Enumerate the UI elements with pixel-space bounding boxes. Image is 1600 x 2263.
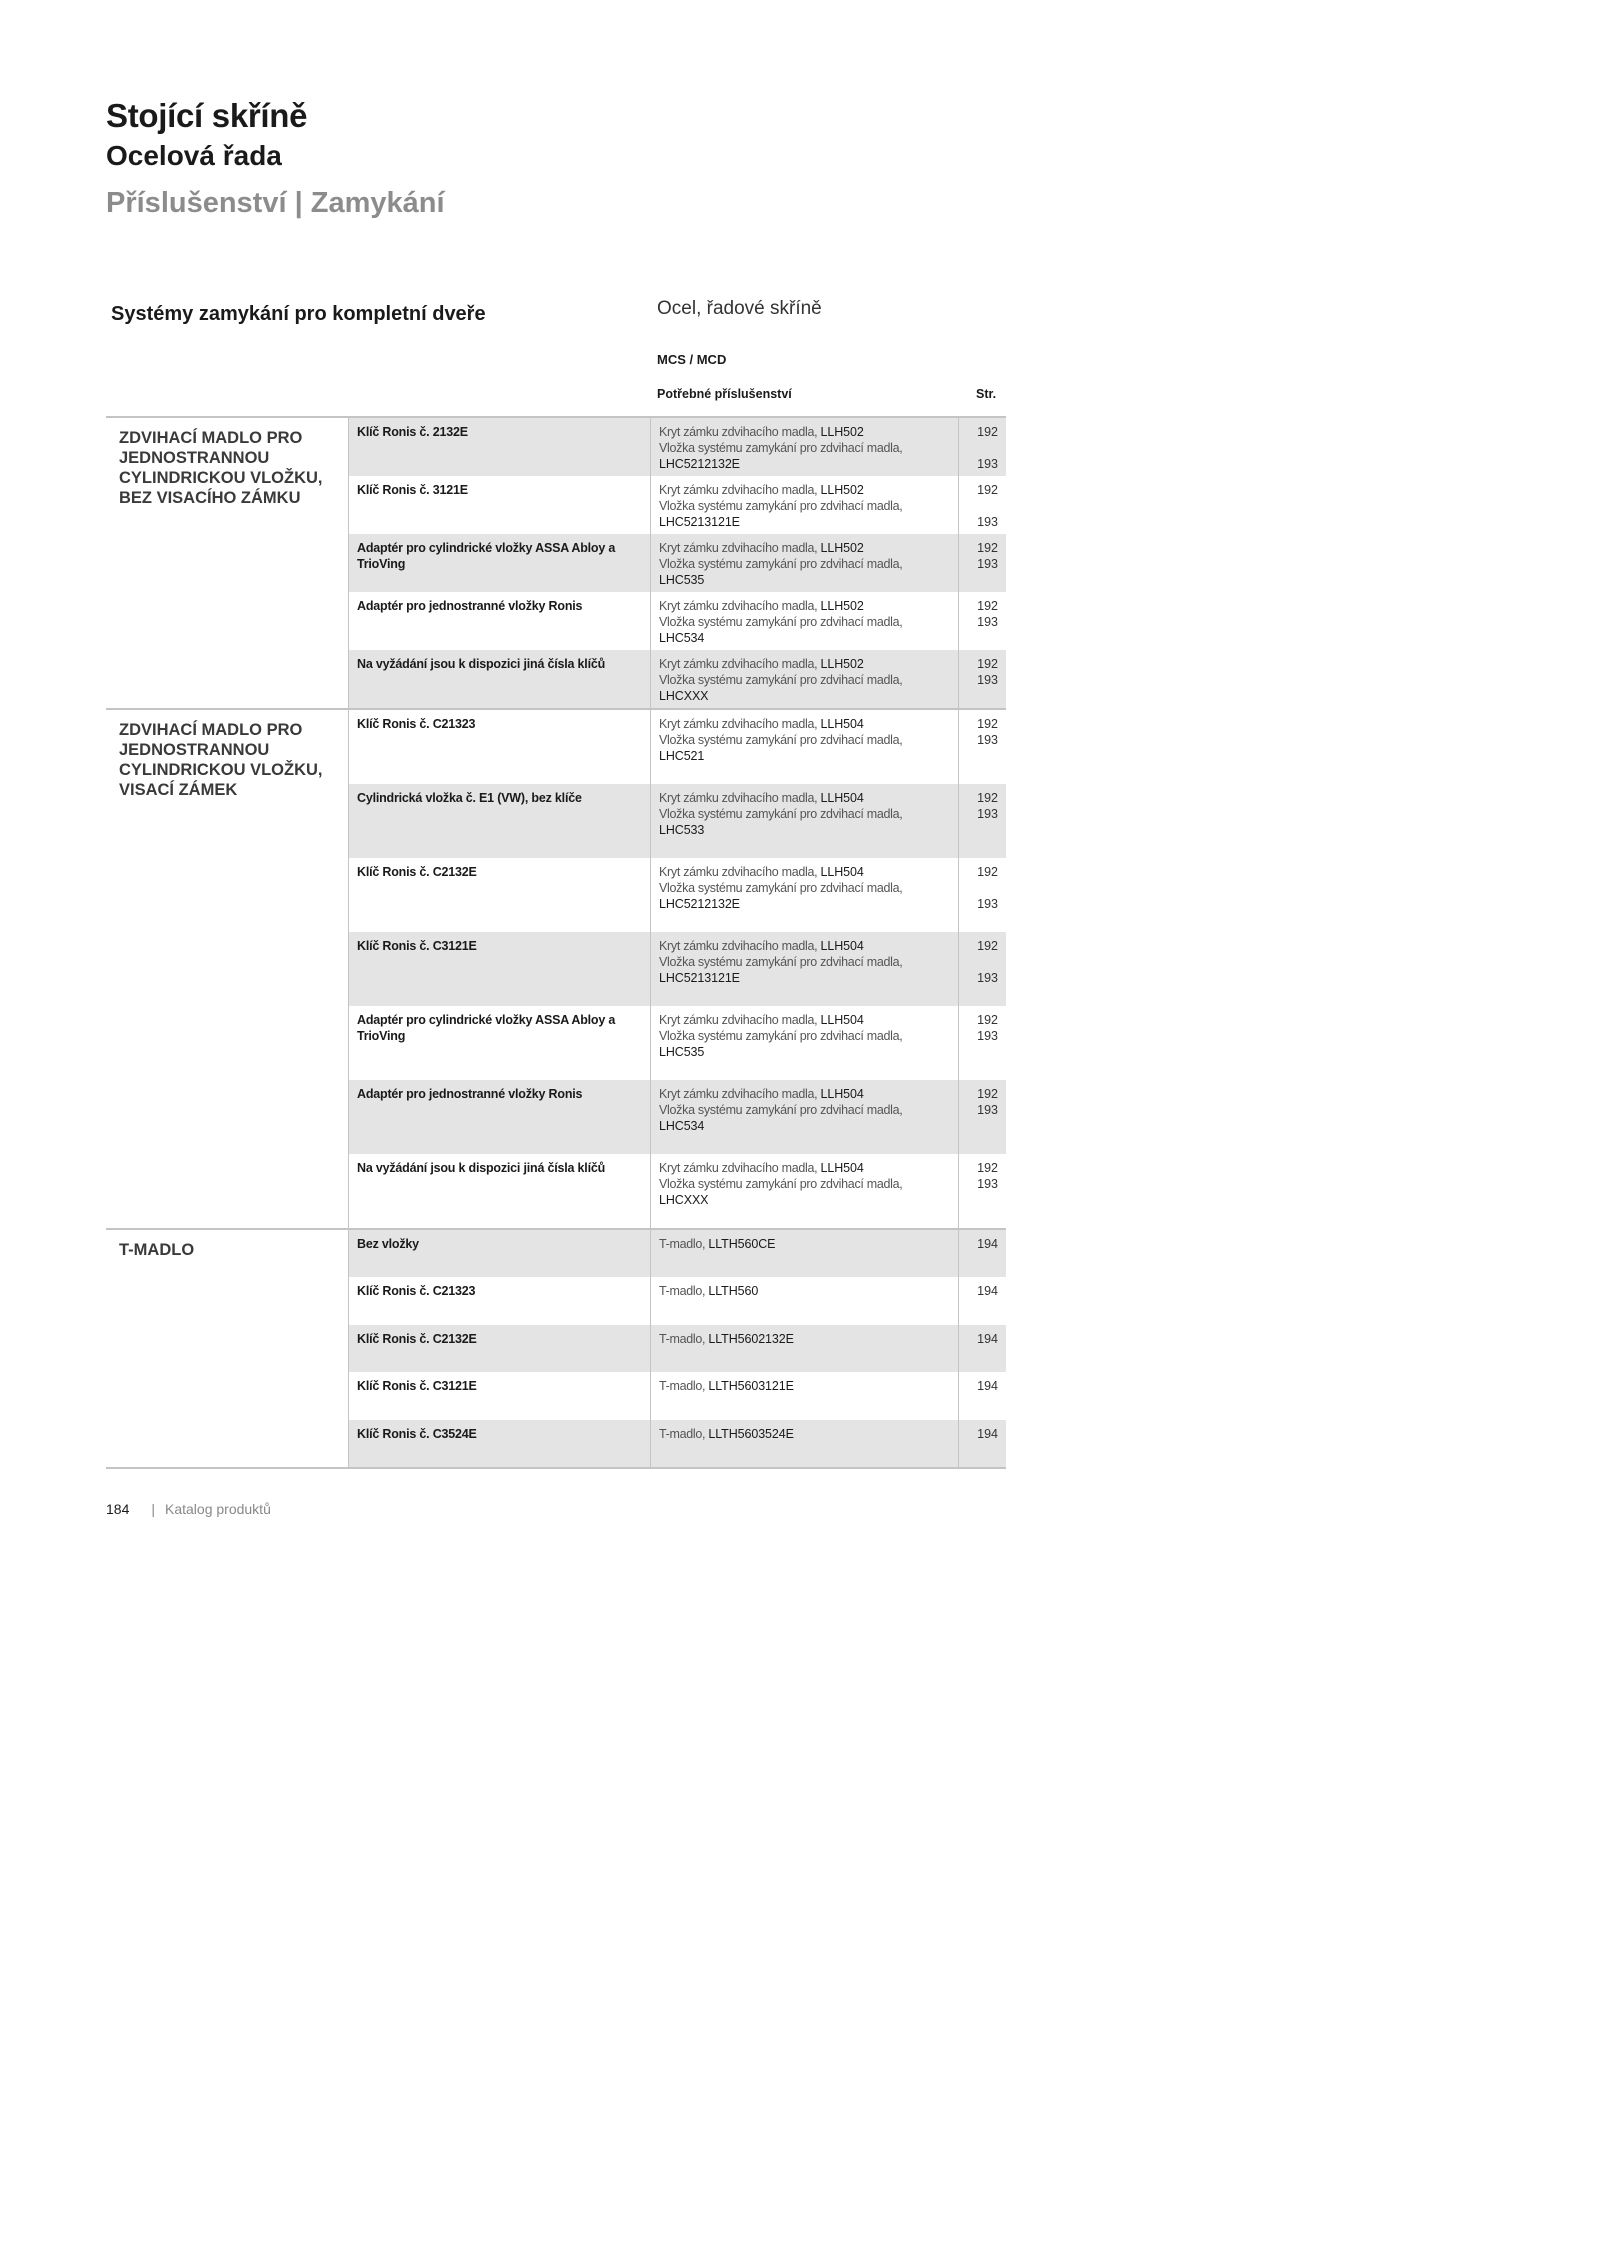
footer-separator: | xyxy=(151,1501,155,1517)
page-ref: 192 xyxy=(977,657,998,671)
accessory-description: Kryt zámku zdvihacího madla, xyxy=(659,939,821,953)
accessory-cell xyxy=(650,1325,958,1372)
item-cell: Bez vložky xyxy=(357,1237,419,1251)
accessory-line xyxy=(659,540,950,556)
accessory-description: Vložka systému zamykání pro zdvihací madla, xyxy=(659,955,903,969)
accessory-description: Vložka systému zamykání pro zdvihací madla, xyxy=(659,881,903,895)
item-cell: Klíč Ronis č. 2132E xyxy=(357,425,468,439)
accessory-line xyxy=(659,790,950,806)
accessory-cell xyxy=(650,932,958,1006)
table-row xyxy=(349,1080,1006,1154)
item-cell: Adaptér pro jednostranné vložky Ronis xyxy=(357,599,583,613)
page-ref: 193 xyxy=(977,557,998,571)
item-cell: Adaptér pro cylindrické vložky ASSA Abloy a TrioVing xyxy=(357,541,616,571)
group-label: T-MADLO xyxy=(119,1241,195,1259)
accessory-description: Vložka systému zamykání pro zdvihací madla, xyxy=(659,1029,903,1043)
accessory-line xyxy=(659,424,950,440)
table-row xyxy=(349,534,1006,592)
accessory-line xyxy=(659,938,950,954)
accessory-description: Kryt zámku zdvihacího madla, xyxy=(659,425,821,439)
item-cell: Cylindrická vložka č. E1 (VW), bez klíče xyxy=(357,791,582,805)
table-row xyxy=(349,710,1006,784)
accessory-description: Vložka systému zamykání pro zdvihací madla, xyxy=(659,807,903,821)
accessory-description: Vložka systému zamykání pro zdvihací madla, xyxy=(659,441,903,455)
product-code: LHC5212132E xyxy=(659,897,740,911)
accessory-line xyxy=(659,482,950,498)
product-code: LHC533 xyxy=(659,823,705,837)
accessory-description: Vložka systému zamykání pro zdvihací madla, xyxy=(659,615,903,629)
item-cell: Klíč Ronis č. C2132E xyxy=(357,1332,477,1346)
accessory-description: T-madlo, xyxy=(659,1284,709,1298)
page-ref: 192 xyxy=(977,425,998,439)
table-row xyxy=(349,1154,1006,1228)
accessory-cell xyxy=(650,1372,958,1420)
page-cell xyxy=(958,1006,1006,1080)
accessory-description: T-madlo, xyxy=(659,1237,709,1251)
table-row xyxy=(349,1006,1006,1080)
accessory-description: Kryt zámku zdvihacího madla, xyxy=(659,1087,821,1101)
item-cell: Klíč Ronis č. C3121E xyxy=(357,1379,477,1393)
accessory-description: T-madlo, xyxy=(659,1379,709,1393)
page-ref: 192 xyxy=(977,791,998,805)
accessory-description: Kryt zámku zdvihacího madla, xyxy=(659,483,821,497)
accessory-line xyxy=(659,614,950,646)
accessory-line xyxy=(659,1378,950,1394)
table-row xyxy=(349,1372,1006,1420)
locking-systems-table xyxy=(106,416,1006,1469)
page-ref: 194 xyxy=(977,1237,998,1251)
accessory-description: Kryt zámku zdvihacího madla, xyxy=(659,541,821,555)
accessory-line xyxy=(659,716,950,732)
table-row xyxy=(349,1420,1006,1467)
page-cell xyxy=(958,476,1006,534)
accessory-description: Vložka systému zamykání pro zdvihací madla, xyxy=(659,1103,903,1117)
page-ref: 193 xyxy=(977,515,998,529)
page-header: Str. xyxy=(976,387,997,401)
accessory-cell xyxy=(650,1154,958,1228)
table-group xyxy=(106,708,1006,1228)
accessory-line xyxy=(659,672,950,704)
page-ref: 192 xyxy=(977,599,998,613)
product-code: LLH504 xyxy=(820,717,864,731)
product-code: LLH502 xyxy=(820,599,864,613)
product-code: LLTH5603121E xyxy=(708,1379,794,1393)
accessory-cell xyxy=(650,418,958,476)
page-cell xyxy=(958,1154,1006,1228)
accessory-description: Kryt zámku zdvihacího madla, xyxy=(659,717,821,731)
product-code: LLH504 xyxy=(820,939,864,953)
accessory-description: Vložka systému zamykání pro zdvihací madla, xyxy=(659,1177,903,1191)
table-row xyxy=(349,858,1006,932)
group-rows xyxy=(348,710,1006,1228)
page-ref: 193 xyxy=(977,673,998,687)
table-row xyxy=(349,784,1006,858)
page-ref: 193 xyxy=(977,615,998,629)
page-cell xyxy=(958,650,1006,708)
table-row xyxy=(349,1325,1006,1372)
page-cell xyxy=(958,1325,1006,1372)
product-code: LHC5213121E xyxy=(659,515,740,529)
accessory-line xyxy=(659,1086,950,1102)
accessory-line xyxy=(659,1331,950,1347)
accessory-description: Vložka systému zamykání pro zdvihací madla, xyxy=(659,557,903,571)
accessory-cell xyxy=(650,476,958,534)
accessory-cell xyxy=(650,784,958,858)
accessory-line xyxy=(659,440,950,472)
accessory-description: Kryt zámku zdvihacího madla, xyxy=(659,657,821,671)
accessory-description: T-madlo, xyxy=(659,1427,709,1441)
product-code: LLH502 xyxy=(820,425,864,439)
accessory-description: Kryt zámku zdvihacího madla, xyxy=(659,1013,821,1027)
item-cell: Klíč Ronis č. C21323 xyxy=(357,1284,476,1298)
table-row xyxy=(349,1230,1006,1277)
item-cell: Na vyžádání jsou k dispozici jiná čísla klíčů xyxy=(357,657,606,671)
page-cell xyxy=(958,710,1006,784)
table-row xyxy=(349,650,1006,708)
page-ref: 192 xyxy=(977,483,998,497)
accessory-line xyxy=(659,864,950,880)
product-code: LHC5213121E xyxy=(659,971,740,985)
page-ref: 193 xyxy=(977,733,998,747)
page-ref: 192 xyxy=(977,541,998,555)
accessory-cell xyxy=(650,1277,958,1325)
item-cell: Klíč Ronis č. C2132E xyxy=(357,865,477,879)
accessory-cell xyxy=(650,858,958,932)
accessories-header: Potřebné příslušenství xyxy=(657,387,792,401)
accessory-cell xyxy=(650,710,958,784)
accessory-line xyxy=(659,732,950,764)
item-cell: Klíč Ronis č. C3524E xyxy=(357,1427,477,1441)
product-code: LHCXXX xyxy=(659,689,709,703)
accessory-description: Kryt zámku zdvihacího madla, xyxy=(659,791,821,805)
page-cell xyxy=(958,418,1006,476)
product-code: LLH504 xyxy=(820,791,864,805)
product-code: LLTH5602132E xyxy=(708,1332,794,1346)
page-title: Stojící skříně xyxy=(106,97,308,134)
table-row xyxy=(349,932,1006,1006)
accessory-line xyxy=(659,1236,950,1252)
table-row xyxy=(349,476,1006,534)
group-rows xyxy=(348,418,1006,708)
page-ref: 193 xyxy=(977,457,998,471)
product-code: LHC521 xyxy=(659,749,705,763)
product-code: LHC5212132E xyxy=(659,457,740,471)
accessory-description: Vložka systému zamykání pro zdvihací madla, xyxy=(659,733,903,747)
page-cell xyxy=(958,858,1006,932)
page-cell xyxy=(958,592,1006,650)
accessory-line xyxy=(659,598,950,614)
product-code: LLTH5603524E xyxy=(708,1427,794,1441)
page-cell xyxy=(958,932,1006,1006)
item-cell: Klíč Ronis č. 3121E xyxy=(357,483,468,497)
table-group xyxy=(106,416,1006,708)
accessory-line xyxy=(659,1176,950,1208)
accessory-line xyxy=(659,1426,950,1442)
section-title: Příslušenství | Zamykání xyxy=(106,187,445,219)
accessory-cell xyxy=(650,592,958,650)
page-cell xyxy=(958,1277,1006,1325)
group-label: ZDVIHACÍ MADLO PRO JEDNOSTRANNOU CYLINDRICKOU VLOŽKU, BEZ VISACÍHO ZÁMKU xyxy=(119,429,323,507)
group-rows xyxy=(348,1230,1006,1467)
accessory-cell xyxy=(650,1420,958,1467)
table-heading: Systémy zamykání pro kompletní dveře xyxy=(111,303,486,325)
page-number: 184 xyxy=(106,1501,130,1517)
item-cell: Adaptér pro cylindrické vložky ASSA Abloy a TrioVing xyxy=(357,1013,616,1043)
product-code: LLH502 xyxy=(820,483,864,497)
accessory-cell xyxy=(650,1230,958,1277)
accessory-description: T-madlo, xyxy=(659,1332,709,1346)
page-ref: 193 xyxy=(977,897,998,911)
page-ref: 194 xyxy=(977,1379,998,1393)
page-cell xyxy=(958,1420,1006,1467)
accessory-description: Vložka systému zamykání pro zdvihací madla, xyxy=(659,499,903,513)
page-ref: 192 xyxy=(977,1013,998,1027)
page-ref: 192 xyxy=(977,717,998,731)
item-cell: Klíč Ronis č. C3121E xyxy=(357,939,477,953)
page-ref: 193 xyxy=(977,1029,998,1043)
product-code: LLH504 xyxy=(820,1161,864,1175)
page-ref: 194 xyxy=(977,1332,998,1346)
page-cell xyxy=(958,534,1006,592)
accessory-cell xyxy=(650,1080,958,1154)
product-code: LHC535 xyxy=(659,1045,705,1059)
accessory-line xyxy=(659,1283,950,1299)
accessory-description: Kryt zámku zdvihacího madla, xyxy=(659,865,821,879)
product-code: LLTH560 xyxy=(708,1284,759,1298)
item-cell: Adaptér pro jednostranné vložky Ronis xyxy=(357,1087,583,1101)
page-ref: 192 xyxy=(977,865,998,879)
catalog-label: Katalog produktů xyxy=(165,1501,271,1517)
page-footer xyxy=(106,1501,271,1517)
accessory-line xyxy=(659,556,950,588)
page-ref: 192 xyxy=(977,1087,998,1101)
item-cell: Na vyžádání jsou k dispozici jiná čísla klíčů xyxy=(357,1161,606,1175)
page-ref: 193 xyxy=(977,1103,998,1117)
model-label: MCS / MCD xyxy=(657,352,727,367)
page-ref: 193 xyxy=(977,1177,998,1191)
accessory-line xyxy=(659,1102,950,1134)
group-label: ZDVIHACÍ MADLO PRO JEDNOSTRANNOU CYLINDRICKOU VLOŽKU, VISACÍ ZÁMEK xyxy=(119,721,323,799)
page-ref: 192 xyxy=(977,939,998,953)
product-code: LLH502 xyxy=(820,657,864,671)
accessory-cell xyxy=(650,1006,958,1080)
table-row xyxy=(349,418,1006,476)
page-cell xyxy=(958,784,1006,858)
accessory-line xyxy=(659,806,950,838)
page-ref: 193 xyxy=(977,807,998,821)
product-code: LHC534 xyxy=(659,1119,705,1133)
accessory-description: Vložka systému zamykání pro zdvihací madla, xyxy=(659,673,903,687)
accessory-line xyxy=(659,1028,950,1060)
product-code: LLH504 xyxy=(820,865,864,879)
accessory-line xyxy=(659,880,950,912)
product-code: LLH504 xyxy=(820,1087,864,1101)
item-cell: Klíč Ronis č. C21323 xyxy=(357,717,476,731)
product-code: LLH504 xyxy=(820,1013,864,1027)
page-ref: 193 xyxy=(977,971,998,985)
page-cell xyxy=(958,1080,1006,1154)
accessory-line xyxy=(659,498,950,530)
page-cell xyxy=(958,1230,1006,1277)
page-subtitle: Ocelová řada xyxy=(106,140,282,171)
accessory-description: Kryt zámku zdvihacího madla, xyxy=(659,599,821,613)
table-row xyxy=(349,592,1006,650)
table-group xyxy=(106,1228,1006,1469)
accessory-cell xyxy=(650,534,958,592)
page-cell xyxy=(958,1372,1006,1420)
accessory-cell xyxy=(650,650,958,708)
accessory-line xyxy=(659,1012,950,1028)
product-code: LHCXXX xyxy=(659,1193,709,1207)
accessory-line xyxy=(659,954,950,986)
product-code: LHC534 xyxy=(659,631,705,645)
column-heading: Ocel, řadové skříně xyxy=(657,298,822,319)
page-ref: 194 xyxy=(977,1284,998,1298)
product-code: LHC535 xyxy=(659,573,705,587)
page-ref: 194 xyxy=(977,1427,998,1441)
product-code: LLTH560CE xyxy=(708,1237,776,1251)
page-ref: 192 xyxy=(977,1161,998,1175)
accessory-line xyxy=(659,1160,950,1176)
accessory-line xyxy=(659,656,950,672)
table-row xyxy=(349,1277,1006,1325)
product-code: LLH502 xyxy=(820,541,864,555)
accessory-description: Kryt zámku zdvihacího madla, xyxy=(659,1161,821,1175)
